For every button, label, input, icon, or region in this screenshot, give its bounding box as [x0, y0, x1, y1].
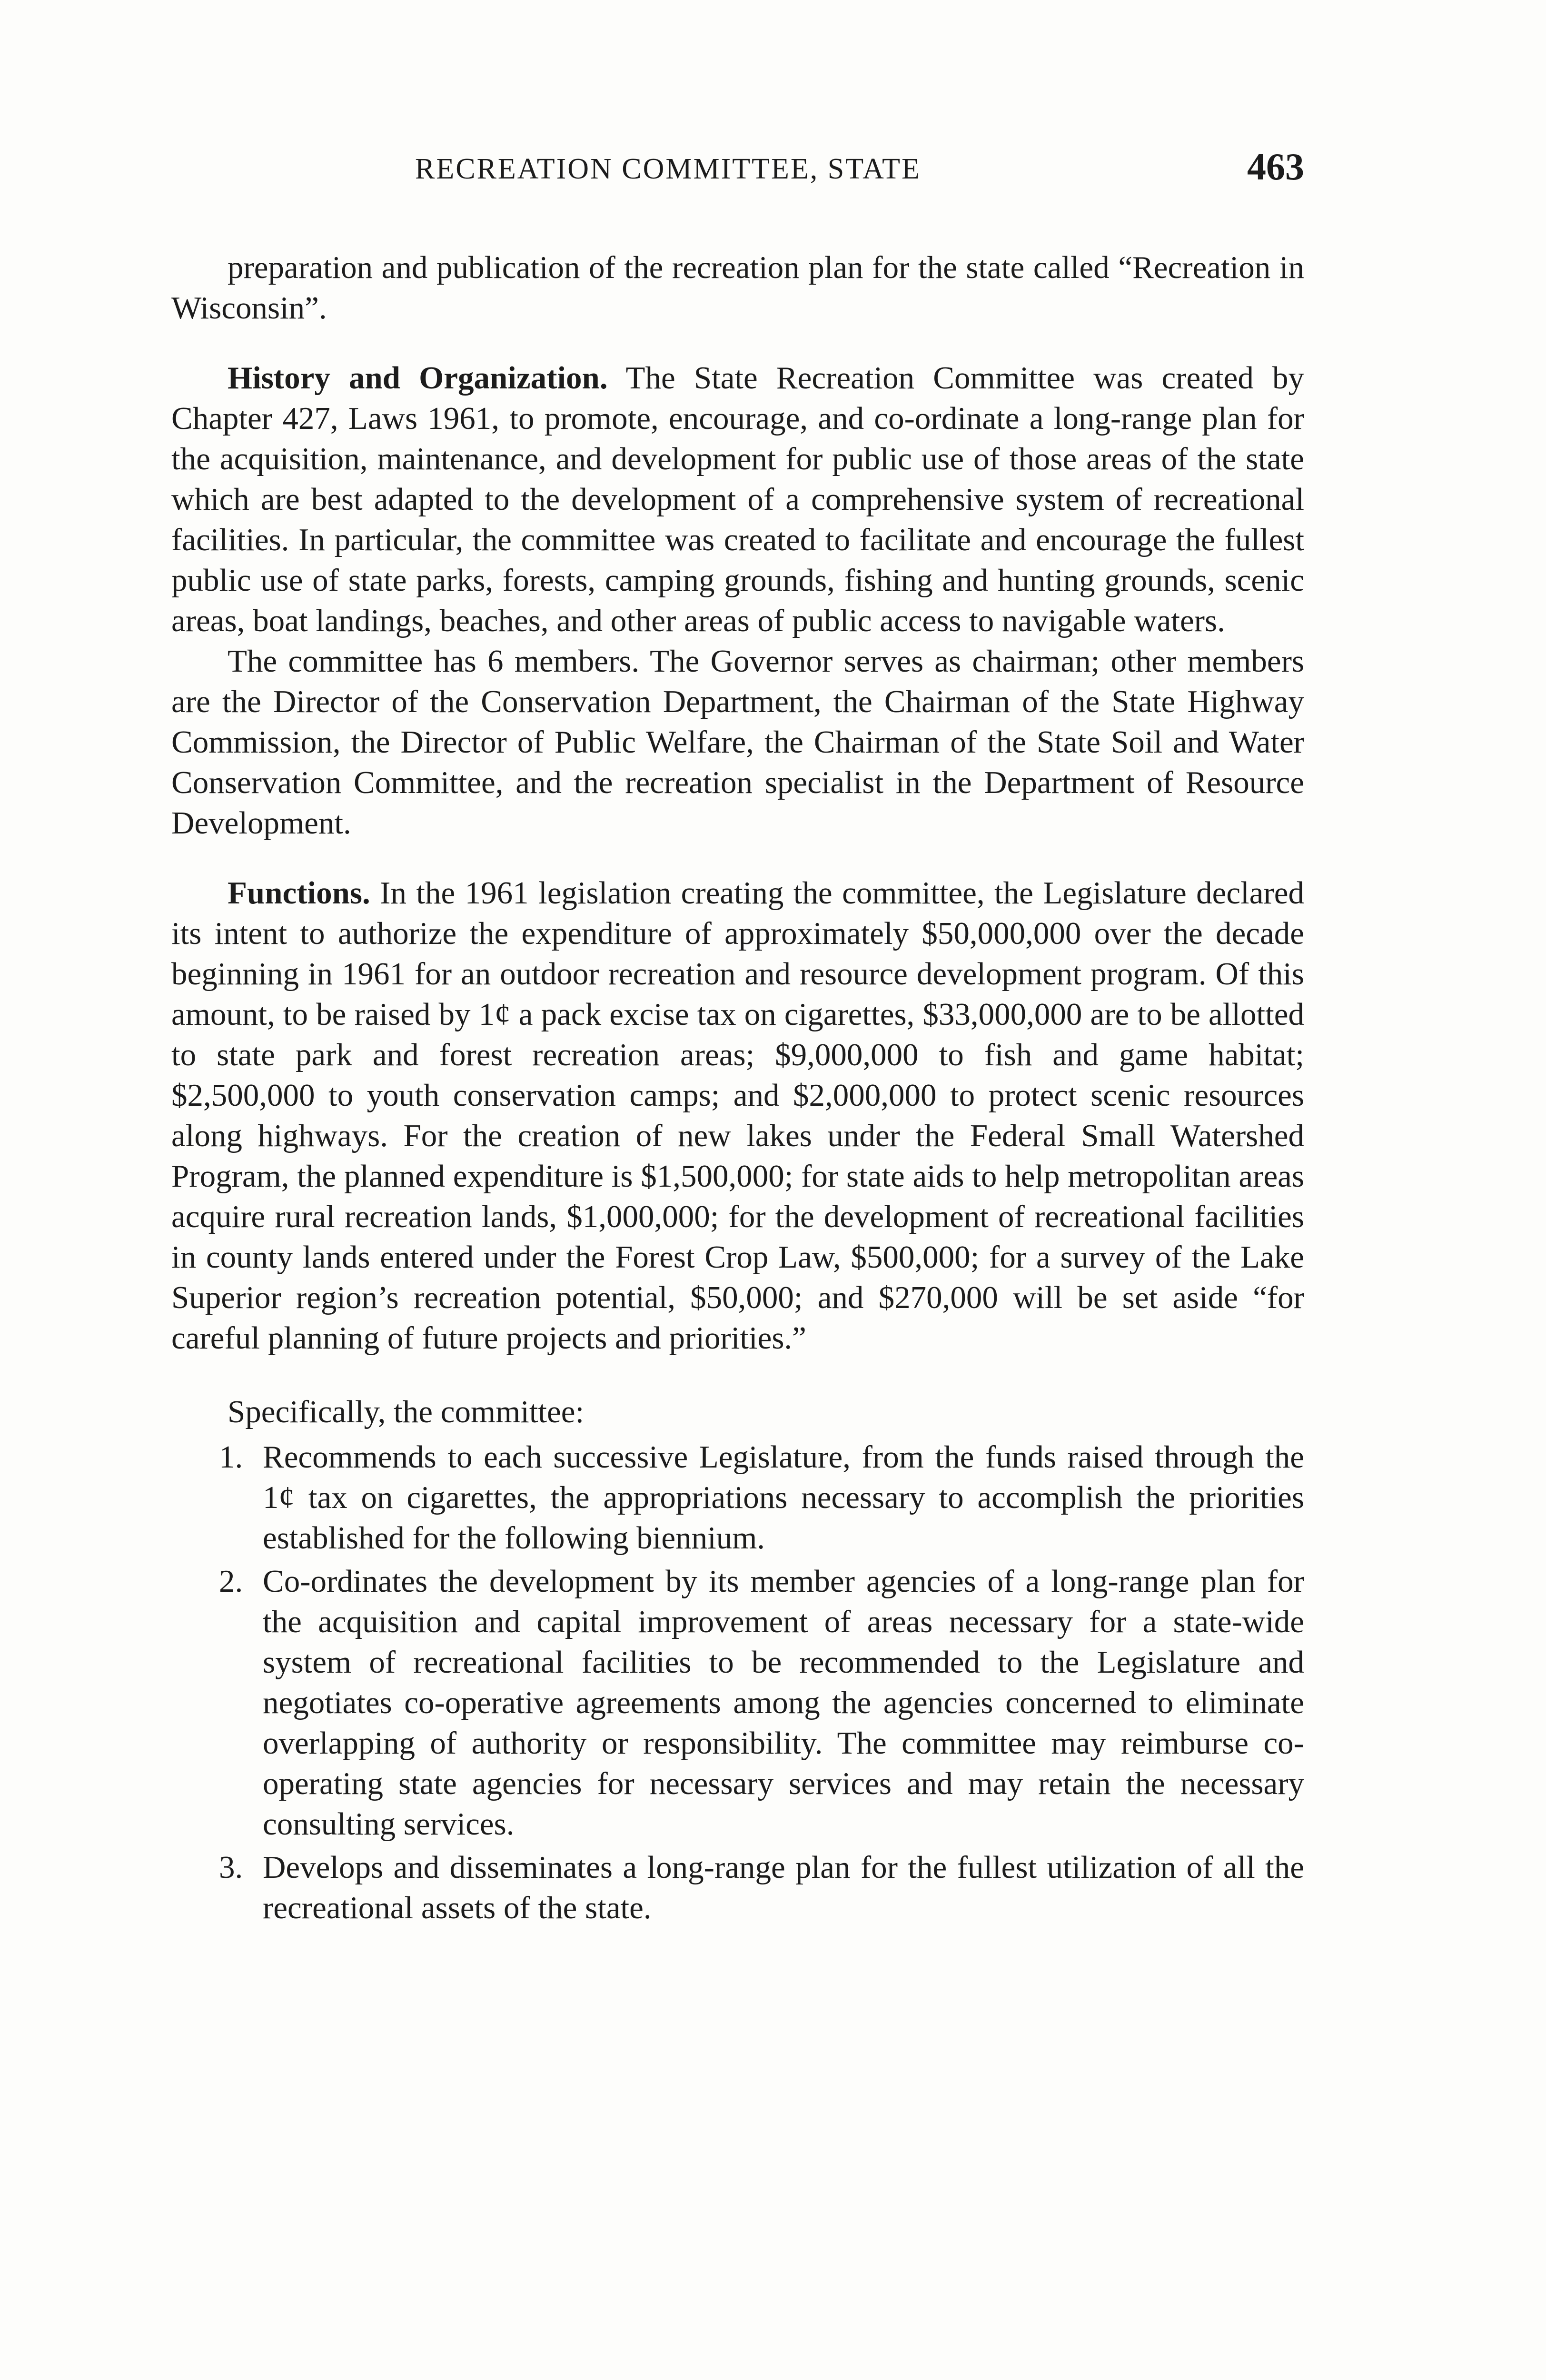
history-heading: History and Organization.	[228, 360, 608, 396]
list-item	[171, 1561, 1304, 1844]
functions-paragraph	[171, 873, 1304, 1359]
continued-paragraph: preparation and publication of the recreation plan for the state called “Recreation in Wisconsin”.	[171, 250, 1304, 326]
duties-list	[171, 1437, 1304, 1928]
list-item-text: Recommends to each successive Legislature, from the funds raised through the 1¢ tax on cigarettes, the appropriations necessary to accomplish the priorities established for the following biennium.	[263, 1439, 1304, 1556]
list-item-text: Co-ordinates the development by its member agencies of a long-range plan for the acquisition and capital improvement of areas necessary for a state-wide system of recreational facilities to be recommended to the Legislature and negotiates co-operative agreements among the agencies concerned to eliminate overlapping of authority or responsibility. The committee may reimburse co-operating state agencies for necessary services and may retain the necessary consulting services.	[263, 1564, 1304, 1842]
page-body	[171, 248, 1304, 1931]
specifically-intro: Specifically, the committee:	[228, 1394, 585, 1429]
list-item-number: 1.	[219, 1439, 243, 1475]
functions-heading: Functions.	[228, 875, 370, 911]
membership-paragraph: The committee has 6 members. The Governor serves as chairman; other members are the Director of the Conservation Department, the Chairman of the State Highway Commission, the Director of Public Welfare, the Chairman of the State Soil and Water Conservation Committee, and the recreation specialist in the Department of Resource Development.	[171, 644, 1304, 841]
functions-text: In the 1961 legislation creating the committee, the Legislature declared its intent to authorize the expenditure of approximately $50,000,000 over the decade beginning in 1961 for an outdoor recreation and resource development program. Of this amount, to be raised by 1¢ a pack excise tax on cigarettes, $33,000,000 are to be allotted to state park and forest recreation areas; $9,000,000 to fish and game habitat; $2,500,000 to youth conservation camps; and $2,000,000 to protect scenic resources along highways. For the creation of new lakes under the Federal Small Watershed Program, the planned expenditure is $1,500,000; for state aids to help metropolitan areas acquire rural recreation lands, $1,000,000; for the development of recreational facilities in county lands entered under the Forest Crop Law, $500,000; for a survey of the Lake Superior region’s recreation potential, $50,000; and $270,000 will be set aside “for careful planning of future projects and priorities.”	[171, 875, 1305, 1356]
list-item-number: 3.	[219, 1850, 243, 1885]
list-item-number: 2.	[219, 1564, 243, 1599]
page-header	[171, 143, 1304, 200]
list-item-text: Develops and disseminates a long-range plan for the fullest utilization of all the recreational assets of the state.	[263, 1850, 1304, 1925]
history-text: The State Recreation Committee was created by Chapter 427, Laws 1961, to promote, encourage, and co-ordinate a long-range plan for the acquisition, maintenance, and development for public use of those areas of the state which are best adapted to the development of a comprehensive system of recreational facilities. In particular, the committee was created to facilitate and encourage the fullest public use of state parks, forests, camping grounds, fishing and hunting grounds, scenic areas, boat landings, beaches, and other areas of public access to navigable waters.	[171, 360, 1304, 638]
list-item	[171, 1847, 1304, 1928]
history-paragraph	[171, 358, 1304, 641]
list-item	[171, 1437, 1304, 1558]
running-head: RECREATION COMMITTEE, STATE	[415, 153, 921, 185]
page-number: 463	[1247, 146, 1304, 188]
